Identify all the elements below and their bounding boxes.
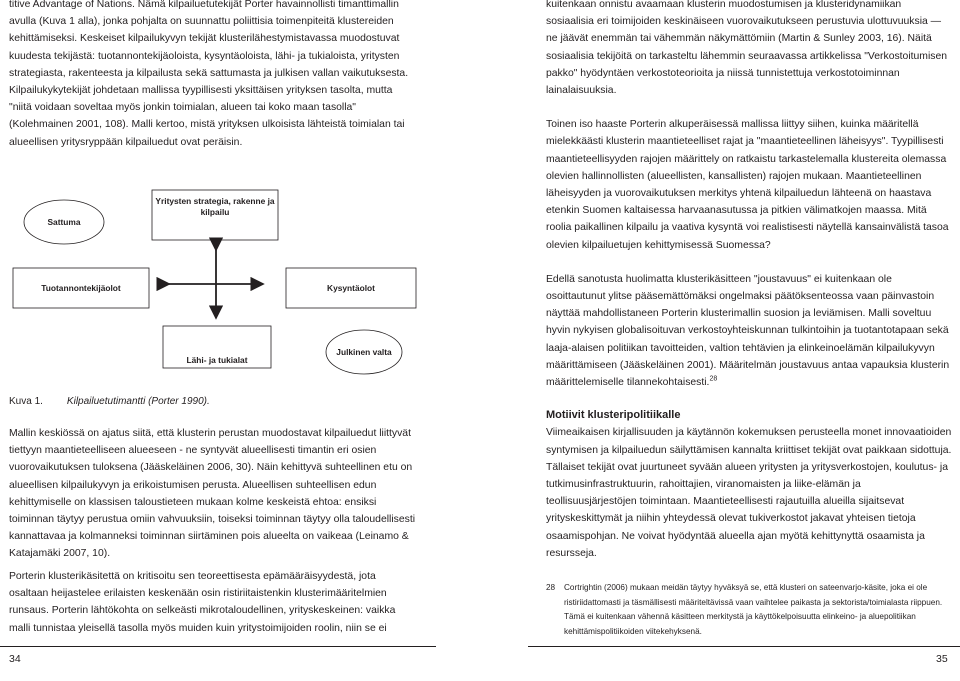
porter-diamond-diagram [9, 180, 419, 390]
left-column-bottom [9, 568, 417, 637]
page-number-left: 34 [9, 653, 21, 665]
factor-label: Tuotannontekijäolot [41, 283, 121, 293]
footnote-text: Cortrightin (2006) mukaan meidän täytyy hyväksyä se, että klusteri on sateenvarjo-käsite, joka ei ole ristiriidattomasti ja täsmällisesti määriteltävissä vaan vaihtelee paikasta ja sektorista/toimialasta riippuen. Tämä ei kuitenkaan vähennä käsitteen merkitystä ja käyttökelpoisuutta elinkeino- ja aluepolitiikan kehittämispolitiikoiden viitekehyksenä. [564, 583, 943, 636]
figure-caption [9, 396, 210, 407]
right-page-rule [528, 646, 960, 647]
left-paragraph-2: Mallin keskiössä on ajatus siitä, että klusterin perustan muodostavat kilpailuedut liittyvät tiettyyn maantieteelliseen alueeseen - ne syntyvät alueellisesti timantin eri osien vuorovaikutuksen tuloksena (Jääskeläinen 2006, 30). Näin kehittyvä suhteellinen etu on alueellisen kilpailukyvyn ja erikoistumisen perusta. Alueellisen suhteellisen edun kehittymiselle on klassisen taloustieteen mukaan kolme keskeistä ehtoa: ensiksi toiminnan täytyy perustua omiin vahvuuksiin, toiseksi toiminnan täytyy olla taloudellisesti kannattavaa ja kolmanneksi toiminnan siirtäminen pois alueelta on vaikeaa (Leinamo & Katajamäki 2007, 10). [9, 428, 416, 560]
caption-number: Kuva 1. [9, 396, 43, 407]
caption-text: Kilpailuetutimantti (Porter 1990). [66, 396, 210, 407]
right-paragraph-3 [546, 271, 952, 391]
chance-label: Sattuma [47, 217, 81, 227]
right-paragraph-4: Viimeaikaisen kirjallisuuden ja käytännön kokemuksen perusteella monet innovaatioiden syntymisen ja kilpailuedun säilyttämisen kannalta kriittiset tekijät ovat paikkaan sidottuja. Tällaiset tekijät ovat juurtuneet syvään alueen yritysten ja yritysverkostojen, koulutus- ja tutkimusinfrastruktuurin, rahoittajien, viranomaisten ja liike-elämän ja teollisuusjärjestöjen toimintaan. Maantieteellisesti rajautuilla alueilla sijaitsevat yrityskeskittymät ja niihin yhteydessä olevat tukiverkostot jakavat yhteisen tietoja osaamispohjan. Ne voivat hyödyntää alueella ajan myötä kehittynyttä osaamista ja resursseja. [546, 427, 952, 559]
left-page-rule [0, 646, 436, 647]
footnote-number: 28 [546, 583, 556, 592]
government-label: Julkinen valta [336, 347, 392, 357]
left-column-lower [9, 425, 417, 563]
page-number-right: 35 [936, 653, 948, 665]
right-paragraph-3-text: Edellä sanotusta huolimatta klusterikäsitteen "joustavuus" ei kuitenkaan ole osoittautunut ylitse pääsemättömäksi ongelmaksi päätöksenteossa vaan päinvastoin näyttää mahdollistaneen Porterin klusterimallin suosion ja leviämisen. Malli soveltuu hyvin nykyisen globalisoituvan verkostoyhteiskunnan tulkintoihin ja tuotantotapaan sekä laaja-alaisen politiikan tavoitteiden, valtion tehtävien ja elinkeinoelämän kilpailukyvyn määrittämiseen (Jääskeläinen 2001). Määritelmän joustavuus antaa vapauksia klusterin määrittelemiselle tilannekohtaisesti. [546, 273, 950, 389]
section-heading: Motiivit klusteripolitiikalle [546, 409, 681, 422]
footnote-ref: 28 [709, 375, 718, 383]
strategy-label: Yritysten strategia, rakenne ja kilpailu [155, 196, 275, 217]
demand-label: Kysyntäolot [327, 283, 375, 293]
left-paragraph-1: titive Advantage of Nations. Nämä kilpailuetutekijät Porter havainnollisti timanttimallin avulla (Kuva 1 alla), jonka pohjalta on suunnattu poliittisia toimenpiteitä klustereiden kehittämiseksi. Keskeiset kilpailukyvyn tekijät klusterilähestymistavassa muodostuvat kuudesta tekijästä: tuotannontekijäoloista, kysyntäoloista, lähi- ja tukialoista, yritysten strategiasta, rakenteesta ja kilpailusta sekä sattumasta ja julkisen vallan vaikutuksesta. Kilpailukykytekijät johdetaan mallissa tyypillisesti yksittäisen yrityksen tasolta, mutta "niitä voidaan soveltaa myös jonkin toimialan, alueen tai koko maan tasolla" (Kolehmainen 2001, 108). Malli kertoo, mistä yrityksen ulkoisista lähteistä toimialan tai alueellisen yritysryppään kilpailuedut ovat peräisin. [9, 0, 409, 148]
related-label: Lähi- ja tukialat [186, 355, 248, 365]
footnote [546, 581, 952, 639]
right-paragraph-2: Toinen iso haaste Porterin alkuperäisessä mallissa liittyy siihen, kuinka määritellä mielekkäästi klusterin maantieteelliset rajat ja "maantieteellinen läheisyys". Tyypillisesti maantieteellisyyden rajojen määrittely on ratkaistu tarkastelemalla klustereita olemassa olevien hallinnollisten (alueellisten, kansallisten) rajojen mukaan. Maantieteellinen läheisyyden ja vuorovaikutuksen merkitys yhtenä kilpailuedun lähteenä on haastava etenkin Suomen kaltaisessa harvaanasutussa ja pitkien välimatkojen maassa. Mitä roolia paikallinen kilpailu ja vaativa kysyntä voi realistisesti näytellä kansainvälistä tasoa olevien kilpailuetujen kehittymisessä Suomessa? [546, 119, 949, 251]
right-column [546, 0, 952, 562]
left-paragraph-3: Porterin klusterikäsitettä on kritisoitu sen teoreettisesta epämääräisyydestä, jota osaltaan heijastelee erilaisten keskenään osin ristiriitaistenkin klusterimääritelmien runsaus. Porterin lähtökohta on selkeästi mikrotaloudellinen, yrityskeskeinen: vaikka malli tunnistaa yleisellä tasolla myös muiden kuin yritystoimijoiden roolin, niin se ei [9, 571, 396, 634]
left-column [9, 0, 417, 151]
right-paragraph-1: kuitenkaan onnistu avaamaan klusterin muodostumisen ja klusteridynamiikan sosiaalisia eri toimijoiden keskinäiseen vuorovaikutukseen perustuvia ulottuvuuksia — ne jäävät enemmän tai vähemmän näkymättömiin (Martin & Sunley 2003, 16). Näitä sosiaalisia tekijöitä on tarkasteltu lähemmin seuraavassa artikkelissa "Verkostoitumisen pakko" hyödyntäen verkostoteorioita ja niissä tunnistettuja verkostotoiminnan lainalaisuuksia. [546, 0, 948, 97]
